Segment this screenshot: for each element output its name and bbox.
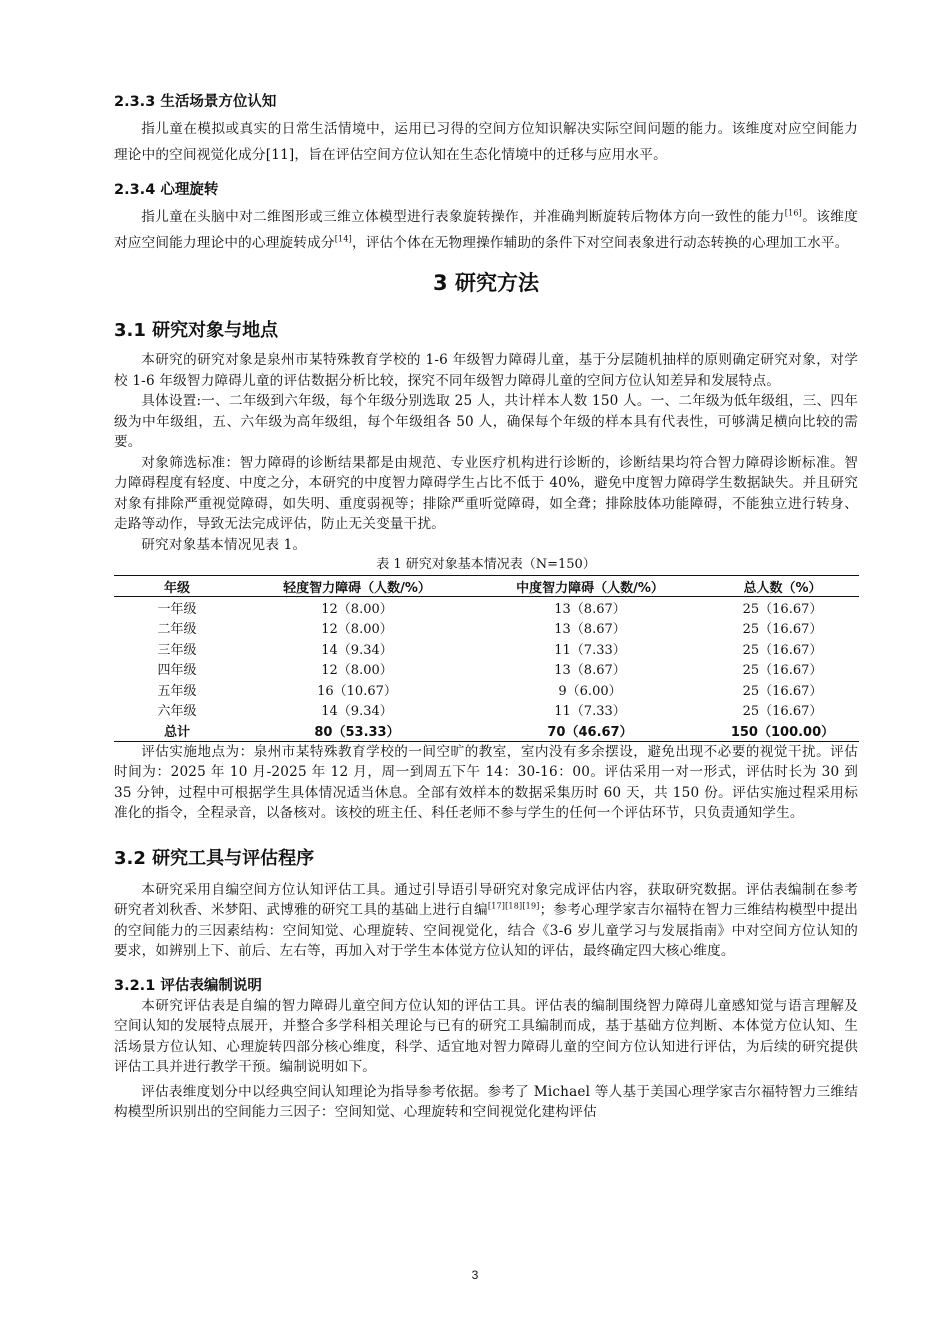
section-3-2-1-paragraph-1: 本研究评估表是自编的智力障碍儿童空间方位认知的评估工具。评估表的编制围绕智力障碍儿童感知觉与语言理解及空间认知的发展特点展开，并整合多学科相关理论与已有的研究工具编制而成，基于基础方位判断、本体觉方位认知、生活场景方位认知、心理旋转四部分核心维度，科学、适宜地对智力障碍儿童的空间方位认知进行评估，为后续的研究提供评估工具并进行教学干预。编制说明如下。 — [114, 997, 858, 1075]
table-cell: 16（10.67） — [317, 683, 397, 699]
table-total-row — [114, 720, 859, 741]
table-row — [114, 679, 859, 700]
table-row — [114, 597, 859, 618]
table-cell: 12（8.00） — [321, 622, 393, 638]
paragraph-text: ；参考心理学家吉尔福特在智力三维结构模型中提出的空间能力的三因素结构：空间知觉、心理旋转、空间视觉化，结合《3-6 岁儿童学习与发展指南》中对空间方位认知的要求，如辨别上下、前后、左右等，再加入对于学生本体觉方位认知的评估，最终确定四大核心维度。 — [114, 902, 858, 959]
page-number: 3 — [471, 1268, 479, 1282]
table-row — [114, 700, 859, 721]
table-cell: 12（8.00） — [321, 601, 393, 617]
table-cell: 总计 — [163, 724, 190, 740]
section-2-3-4-heading: 2.3.4 心理旋转 — [114, 182, 219, 198]
table-row — [114, 638, 859, 659]
table-cell: 25（16.67） — [742, 663, 823, 679]
table-cell: 9（6.00） — [558, 683, 622, 699]
section-3-1-paragraph-1: 本研究的研究对象是泉州市某特殊教育学校的 1-6 年级智力障碍儿童，基于分层随机抽样的原则确定研究对象，对学校 1-6 年级智力障碍儿童的评估数据分析比较，探究不同年级智力障碍儿童的空间方位认知差异和发展特点。 — [114, 352, 858, 389]
section-3-2-paragraph — [114, 880, 858, 962]
table-cell: 13（8.67） — [554, 601, 626, 617]
paragraph-text: 。该维度对应空间能力理论中的心理旋转成分 — [114, 209, 858, 251]
section-3-1-paragraph-4: 研究对象基本情况见表 1。 — [141, 536, 307, 553]
table-cell: 13（8.67） — [554, 622, 626, 638]
citation-ref: [17][18][19] — [487, 901, 540, 911]
table-row — [114, 659, 859, 680]
citation-ref: [16] — [784, 208, 803, 218]
section-3-2-heading: 3.2 研究工具与评估程序 — [114, 847, 315, 869]
table-header-cell: 总人数（%） — [706, 576, 859, 597]
table-cell: 25（16.67） — [742, 601, 823, 617]
table-cell: 13（8.67） — [554, 663, 626, 679]
section-2-3-3-heading: 2.3.3 生活场景方位认知 — [114, 94, 277, 110]
paragraph-text: ，评估个体在无物理操作辅助的条件下对空间表象进行动态转换的心理加工水平。 — [351, 235, 849, 251]
section-2-3-4-paragraph — [114, 204, 858, 256]
table-1-caption: 表 1 研究对象基本情况表（N=150） — [376, 557, 596, 572]
citation-ref: [14] — [334, 234, 352, 244]
table-cell: 14（9.34） — [321, 704, 393, 720]
table-cell: 五年级 — [157, 683, 197, 699]
table-cell: 25（16.67） — [742, 642, 823, 658]
table-cell: 四年级 — [157, 663, 197, 679]
table-cell: 12（8.00） — [321, 663, 393, 679]
section-3-2-1-heading: 3.2.1 评估表编制说明 — [114, 977, 262, 994]
table-header-cell: 轻度智力障碍（人数/%） — [240, 576, 474, 597]
table-1 — [114, 575, 859, 742]
section-3-2-1-paragraph-2: 评估表维度划分中以经典空间认知理论为指导参考依据。参考了 Michael 等人基于美国心理学家吉尔福特智力三维结构模型所识别出的空间能力三因子：空间知觉、心理旋转和空间视觉化建构评估 — [114, 1083, 858, 1120]
table-cell: 二年级 — [157, 622, 197, 638]
paragraph-text: 指儿童在头脑中对二维图形或三维立体模型进行表象旋转操作，并准确判断旋转后物体方向一致性的能力 — [141, 209, 785, 225]
table-cell: 70（46.67） — [547, 724, 633, 740]
section-3-1-heading: 3.1 研究对象与地点 — [114, 320, 279, 341]
section-3-1-paragraph-2: 具体设置:一、二年级到六年级，每个年级分别选取 25 人，共计样本人数 150 人。一、二年级为低年级组，三、四年级为中年级组，五、六年级为高年级组，每个年级组各 50 人，确保每个年级的样本具有代表性，可够满足横向比较的需要。 — [114, 393, 858, 450]
table-cell: 11（7.33） — [554, 642, 626, 658]
table-cell: 80（53.33） — [314, 724, 400, 740]
section-3-1-paragraph-3: 对象筛选标准：智力障碍的诊断结果都是由规范、专业医疗机构进行诊断的，诊断结果均符合智力障碍诊断标准。智力障碍程度有轻度、中度之分，本研究的中度智力障碍学生占比不低于 40%，避免中度智力障碍学生数据缺失。并且研究对象有排除严重视觉障碍，如失明、重度弱视等；排除严重听觉障碍，如全聋；排除肢体功能障碍，不能独立进行转身、走路等动作，导致无法完成评估，防止无关变量干扰。 — [114, 454, 858, 532]
table-cell: 11（7.33） — [554, 704, 626, 720]
table-header-cell: 年级 — [114, 576, 240, 597]
chapter-3-heading: 3 研究方法 — [433, 271, 539, 295]
table-cell: 150（100.00） — [730, 724, 835, 740]
table-cell: 六年级 — [157, 704, 197, 720]
page-body — [114, 88, 858, 1123]
table-cell: 三年级 — [157, 642, 197, 658]
table-cell: 25（16.67） — [742, 683, 823, 699]
table-header-cell: 中度智力障碍（人数/%） — [474, 576, 706, 597]
table-header-row — [114, 576, 859, 597]
paragraph-text: 本研究采用自编空间方位认知评估工具。通过引导语引导研究对象完成评估内容，获取研究数据。评估表编制在参考研究者刘秋香、米梦阳、武博雅的研究工具的基础上进行自编 — [114, 881, 858, 918]
table-cell: 25（16.67） — [742, 704, 823, 720]
table-cell: 25（16.67） — [742, 622, 823, 638]
table-cell: 14（9.34） — [321, 642, 393, 658]
table-row — [114, 618, 859, 639]
section-3-1-paragraph-5: 评估实施地点为：泉州市某特殊教育学校的一间空旷的教室，室内没有多余摆设，避免出现不必要的视觉干扰。评估时间为：2025 年 10 月-2025 年 12 月，周一到周五下午 14：30-16：00。评估采用一对一形式，评估时长为 30 到 35 分钟，过程中可根据学生具体情况适当休息。全部有效样本的数据采集历时 60 天，共 150 份。评估实施过程采用标准化的指令，全程录音，以备核对。该校的班主任、科任老师不参与学生的任何一个评估环节，只负责通知学生。 — [114, 743, 858, 821]
section-2-3-3-paragraph: 指儿童在模拟或真实的日常生活情境中，运用已习得的空间方位知识解决实际空间问题的能力。该维度对应空间能力理论中的空间视觉化成分[11]，旨在评估空间方位认知在生态化情境中的迁移与应用水平。 — [114, 121, 858, 163]
table-cell: 一年级 — [157, 601, 197, 617]
